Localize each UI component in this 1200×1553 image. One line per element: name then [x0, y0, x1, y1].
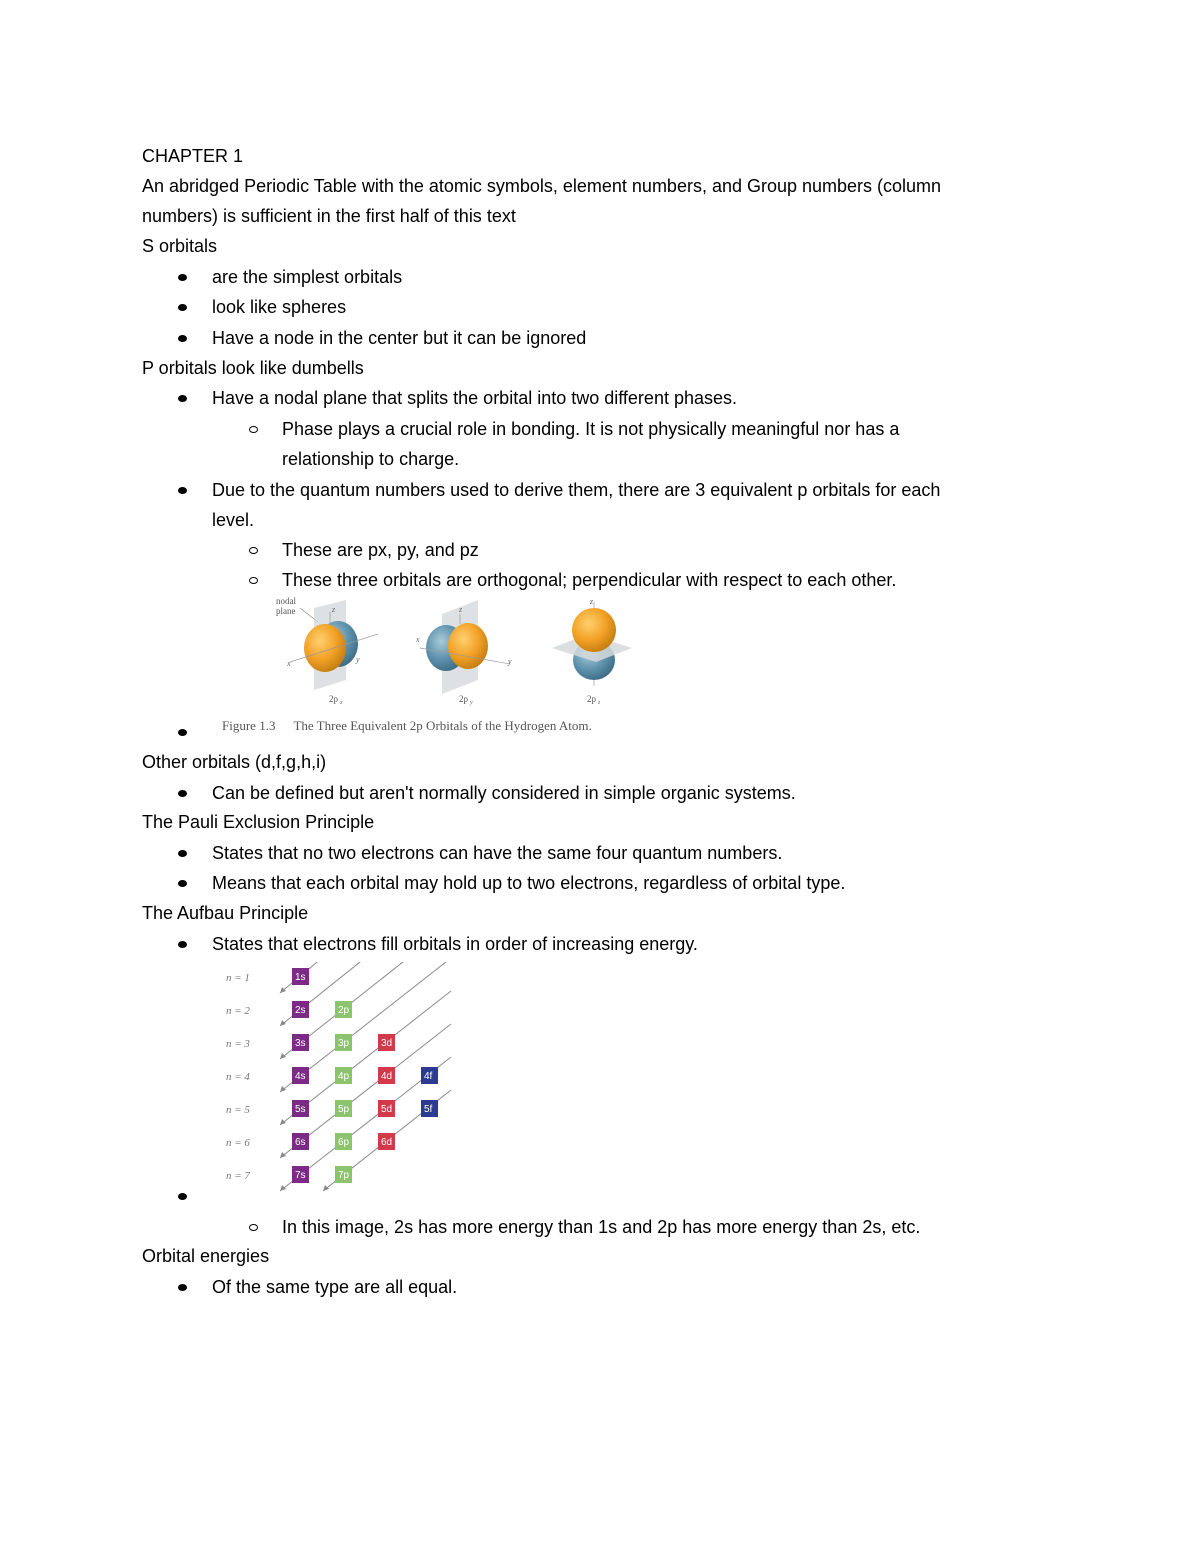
arrow-head-icon — [280, 1119, 286, 1125]
intro-line-1: An abridged Periodic Table with the atomic symbols, element numbers, and Group numbers (column — [142, 176, 942, 196]
orbital-label: 2p — [459, 694, 468, 704]
sub-list-item: These are px, py, and pz — [282, 540, 479, 560]
nodal-label: nodal — [276, 596, 296, 606]
shell-label: n = 4 — [226, 1071, 250, 1083]
s-orbitals-title: S orbitals — [142, 236, 218, 256]
axis-x-label: x — [287, 659, 291, 668]
p-orbitals-figure — [270, 594, 640, 706]
pauli-title: The Pauli Exclusion Principle — [142, 812, 375, 832]
sub-list-item-cont: relationship to charge. — [282, 449, 460, 469]
figure-caption-text: The Three Equivalent 2p Orbitals of the Hydrogen Atom. — [293, 718, 592, 733]
list-item: look like spheres — [212, 297, 347, 317]
nodal-label: plane — [276, 606, 296, 616]
svg-text:4d: 4d — [381, 1071, 393, 1082]
orbital-pz — [552, 597, 632, 706]
axis-z-label: z — [459, 605, 463, 614]
bullet-icon — [178, 304, 187, 311]
svg-text:5d: 5d — [381, 1104, 393, 1115]
svg-text:6s: 6s — [295, 1137, 306, 1148]
svg-text:2p: 2p — [338, 1005, 350, 1016]
subshell-box — [335, 1034, 352, 1051]
subshell-box — [378, 1067, 395, 1084]
bullet-icon — [178, 395, 187, 402]
svg-text:4p: 4p — [338, 1071, 350, 1082]
arrow-head-icon — [323, 1185, 329, 1191]
aufbau-diagram — [220, 962, 470, 1192]
bullet-icon — [178, 335, 187, 342]
subshell-box — [292, 1166, 309, 1183]
shell-label: n = 5 — [226, 1104, 250, 1116]
sub-bullet-icon — [249, 426, 258, 433]
subshell-box — [292, 968, 309, 985]
orbital-py — [415, 600, 512, 706]
arrow-head-icon — [280, 987, 286, 993]
list-item: Due to the quantum numbers used to derive them, there are 3 equivalent p orbitals for each — [212, 480, 941, 500]
figure-number: Figure 1.3 — [222, 718, 276, 733]
chapter-heading: CHAPTER 1 — [142, 146, 244, 166]
list-item-cont: level. — [212, 510, 255, 530]
svg-text:6p: 6p — [338, 1137, 350, 1148]
subshell-box — [378, 1133, 395, 1150]
svg-text:5f: 5f — [424, 1104, 433, 1115]
svg-text:6d: 6d — [381, 1137, 393, 1148]
svg-text:7s: 7s — [295, 1170, 306, 1181]
subshell-box — [292, 1133, 309, 1150]
axis-y-label: y — [508, 657, 512, 666]
svg-text:1s: 1s — [295, 972, 306, 983]
shell-label: n = 2 — [226, 1005, 250, 1017]
shell-label: n = 7 — [226, 1170, 250, 1182]
shell-label: n = 3 — [226, 1038, 250, 1050]
sub-bullet-icon — [249, 577, 258, 584]
shell-label: n = 1 — [226, 972, 250, 984]
arrow-head-icon — [280, 1086, 286, 1092]
bullet-icon — [178, 941, 187, 948]
orbital-px — [276, 596, 378, 706]
list-item: States that no two electrons can have the same four quantum numbers. — [212, 843, 783, 863]
orbital-label: 2p — [329, 694, 338, 704]
bullet-icon — [178, 729, 187, 736]
subshell-box — [421, 1100, 438, 1117]
sub-list-item: These three orbitals are orthogonal; perpendicular with respect to each other. — [282, 570, 897, 590]
list-item: Means that each orbital may hold up to two electrons, regardless of orbital type. — [212, 873, 846, 893]
subshell-box — [292, 1034, 309, 1051]
p-orbitals-title: P orbitals look like dumbells — [142, 358, 364, 378]
svg-text:3p: 3p — [338, 1038, 350, 1049]
svg-text:5s: 5s — [295, 1104, 306, 1115]
svg-text:z: z — [598, 700, 601, 706]
axis-y-label: y — [356, 655, 360, 664]
svg-text:5p: 5p — [338, 1104, 350, 1115]
subshell-box — [335, 1067, 352, 1084]
bullet-icon — [178, 274, 187, 281]
subshell-box — [378, 1100, 395, 1117]
arrow-head-icon — [280, 1020, 286, 1026]
sub-bullet-icon — [249, 1224, 258, 1231]
bullet-icon — [178, 880, 187, 887]
svg-text:3s: 3s — [295, 1038, 306, 1049]
sub-list-item: Phase plays a crucial role in bonding. It is not physically meaningful nor has a — [282, 419, 900, 439]
axis-z-label: z — [590, 597, 594, 606]
list-item: Can be defined but aren't normally considered in simple organic systems. — [212, 783, 796, 803]
shell-label: n = 6 — [226, 1137, 250, 1149]
orbital-label: 2p — [587, 694, 596, 704]
arrow-head-icon — [280, 1152, 286, 1158]
bullet-icon — [178, 1284, 187, 1291]
svg-text:2s: 2s — [295, 1005, 306, 1016]
subshell-box — [335, 1001, 352, 1018]
arrow-head-icon — [280, 1053, 286, 1059]
svg-text:4s: 4s — [295, 1071, 306, 1082]
sub-list-item: In this image, 2s has more energy than 1s and 2p has more energy than 2s, etc. — [282, 1217, 921, 1237]
sub-bullet-icon — [249, 547, 258, 554]
arrow-head-icon — [280, 1185, 286, 1191]
svg-text:x: x — [340, 700, 343, 706]
bullet-icon — [178, 790, 187, 797]
axis-x-label: x — [416, 635, 420, 644]
orbital-energies-title: Orbital energies — [142, 1246, 270, 1266]
subshell-box — [335, 1100, 352, 1117]
svg-text:y: y — [470, 700, 473, 706]
bullet-icon — [178, 1193, 187, 1200]
subshell-box — [292, 1067, 309, 1084]
axis-z-label: z — [332, 605, 336, 614]
subshell-box — [335, 1166, 352, 1183]
other-orbitals-title: Other orbitals (d,f,g,h,i) — [142, 752, 327, 772]
subshell-box — [421, 1067, 438, 1084]
bullet-icon — [178, 850, 187, 857]
subshell-box — [335, 1133, 352, 1150]
list-item: Have a node in the center but it can be ignored — [212, 328, 587, 348]
bullet-icon — [178, 487, 187, 494]
list-item: Have a nodal plane that splits the orbital into two different phases. — [212, 388, 737, 408]
aufbau-title: The Aufbau Principle — [142, 903, 309, 923]
list-item: are the simplest orbitals — [212, 267, 403, 287]
list-item: States that electrons fill orbitals in order of increasing energy. — [212, 934, 698, 954]
svg-text:3d: 3d — [381, 1038, 393, 1049]
subshell-box — [292, 1001, 309, 1018]
subshell-box — [378, 1034, 395, 1051]
subshell-box — [292, 1100, 309, 1117]
svg-text:4f: 4f — [424, 1071, 433, 1082]
figure-caption — [222, 718, 592, 734]
svg-text:7p: 7p — [338, 1170, 350, 1181]
list-item: Of the same type are all equal. — [212, 1277, 458, 1297]
intro-line-2: numbers) is sufficient in the first half of this text — [142, 206, 516, 226]
